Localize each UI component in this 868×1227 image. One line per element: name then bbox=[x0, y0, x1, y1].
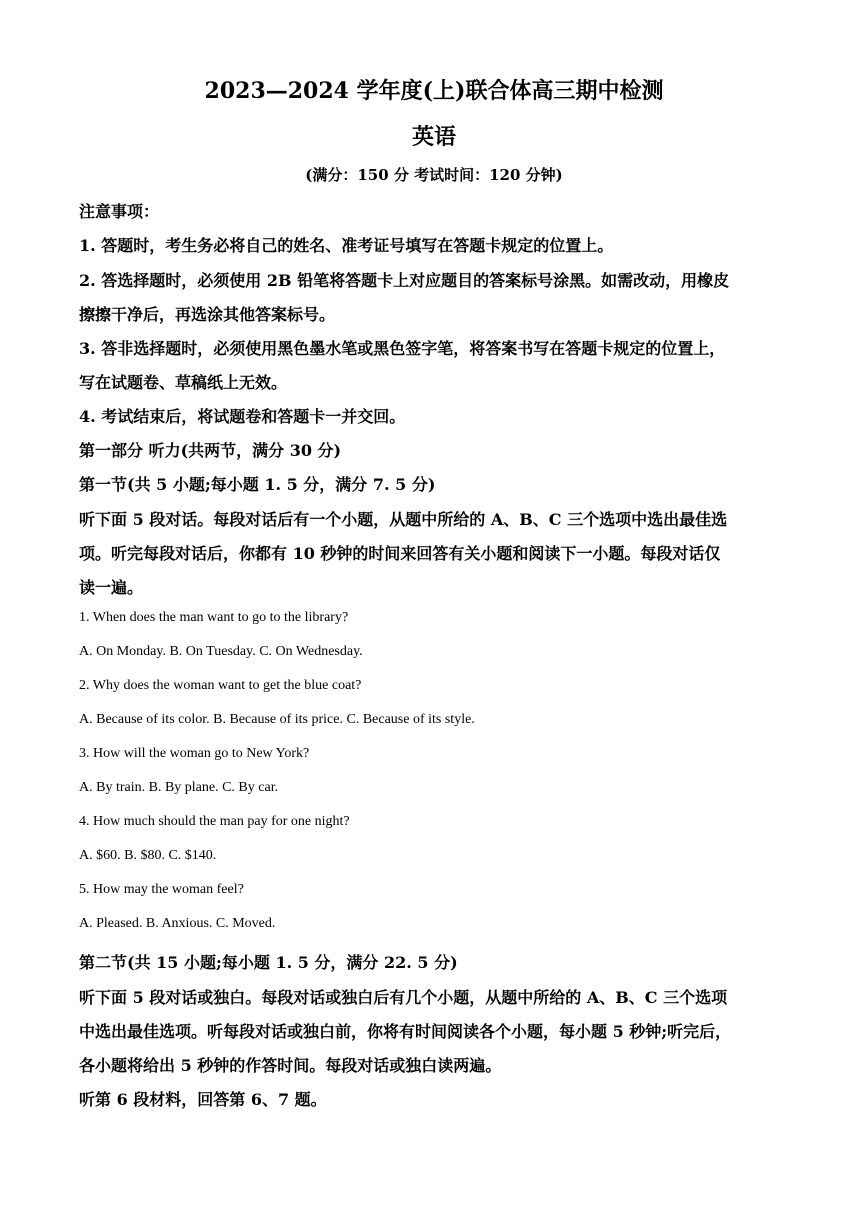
notice-heading: 注意事项： bbox=[79, 202, 160, 221]
section2-instruction-line-3: 各小题将给出 5 秒钟的作答时间。每段对话或独白读两遍。 bbox=[79, 1056, 502, 1075]
exam-title: 2023—2024 学年度(上)联合体高三期中检测 bbox=[204, 78, 664, 104]
question-5: 5. How may the woman feel? bbox=[79, 882, 244, 897]
question-4-options: A. $60. B. $80. C. $140. bbox=[79, 848, 217, 863]
section1-instruction-line-1: 听下面 5 段对话。每段对话后有一个小题，从题中所给的 A、B、C 三个选项中选出最佳选 bbox=[79, 510, 728, 529]
score-time-info: (满分：150 分 考试时间：120 分钟) bbox=[305, 166, 563, 184]
question-1: 1. When does the man want to go to the library? bbox=[79, 610, 349, 625]
notice-item-2-line-2: 擦擦干净后，再选涂其他答案标号。 bbox=[79, 305, 336, 324]
notice-item-2-line-1: 2. 答选择题时，必须使用 2B 铅笔将答题卡上对应题目的答案标号涂黑。如需改动，用橡皮 bbox=[79, 271, 730, 290]
section2-heading: 第二节(共 15 小题;每小题 1. 5 分，满分 22. 5 分) bbox=[79, 953, 458, 972]
question-4: 4. How much should the man pay for one night? bbox=[79, 814, 350, 829]
section2-instruction-line-2: 中选出最佳选项。听每段对话或独白前，你将有时间阅读各个小题，每小题 5 秒钟;听完后， bbox=[79, 1022, 732, 1041]
material-6-instruction: 听第 6 段材料，回答第 6、7 题。 bbox=[79, 1090, 327, 1109]
notice-item-3-line-2: 写在试题卷、草稿纸上无效。 bbox=[79, 373, 288, 392]
subject-title: 英语 bbox=[411, 124, 456, 150]
notice-item-1: 1. 答题时，考生务必将自己的姓名、准考证号填写在答题卡规定的位置上。 bbox=[79, 236, 614, 255]
section1-heading: 第一节(共 5 小题;每小题 1. 5 分，满分 7. 5 分) bbox=[79, 475, 436, 494]
question-2: 2. Why does the woman want to get the blue coat? bbox=[79, 678, 362, 693]
part1-heading: 第一部分 听力(共两节，满分 30 分) bbox=[79, 441, 342, 460]
question-2-options: A. Because of its color. B. Because of its price. C. Because of its style. bbox=[79, 712, 475, 727]
notice-item-4: 4. 考试结束后，将试题卷和答题卡一并交回。 bbox=[79, 407, 406, 426]
section2-instruction-line-1: 听下面 5 段对话或独白。每段对话或独白后有几个小题，从题中所给的 A、B、C 三个选项 bbox=[79, 988, 728, 1007]
question-3-options: A. By train. B. By plane. C. By car. bbox=[79, 780, 279, 795]
question-3: 3. How will the woman go to New York? bbox=[79, 746, 310, 761]
notice-item-3-line-1: 3. 答非选择题时，必须使用黑色墨水笔或黑色签字笔，将答案书写在答题卡规定的位置上， bbox=[79, 339, 726, 358]
question-5-options: A. Pleased. B. Anxious. C. Moved. bbox=[79, 916, 276, 931]
question-1-options: A. On Monday. B. On Tuesday. C. On Wednesday. bbox=[79, 644, 363, 659]
section1-instruction-line-2: 项。听完每段对话后，你都有 10 秒钟的时间来回答有关小题和阅读下一小题。每段对话仅 bbox=[79, 544, 721, 563]
section1-instruction-line-3: 读一遍。 bbox=[79, 578, 144, 597]
